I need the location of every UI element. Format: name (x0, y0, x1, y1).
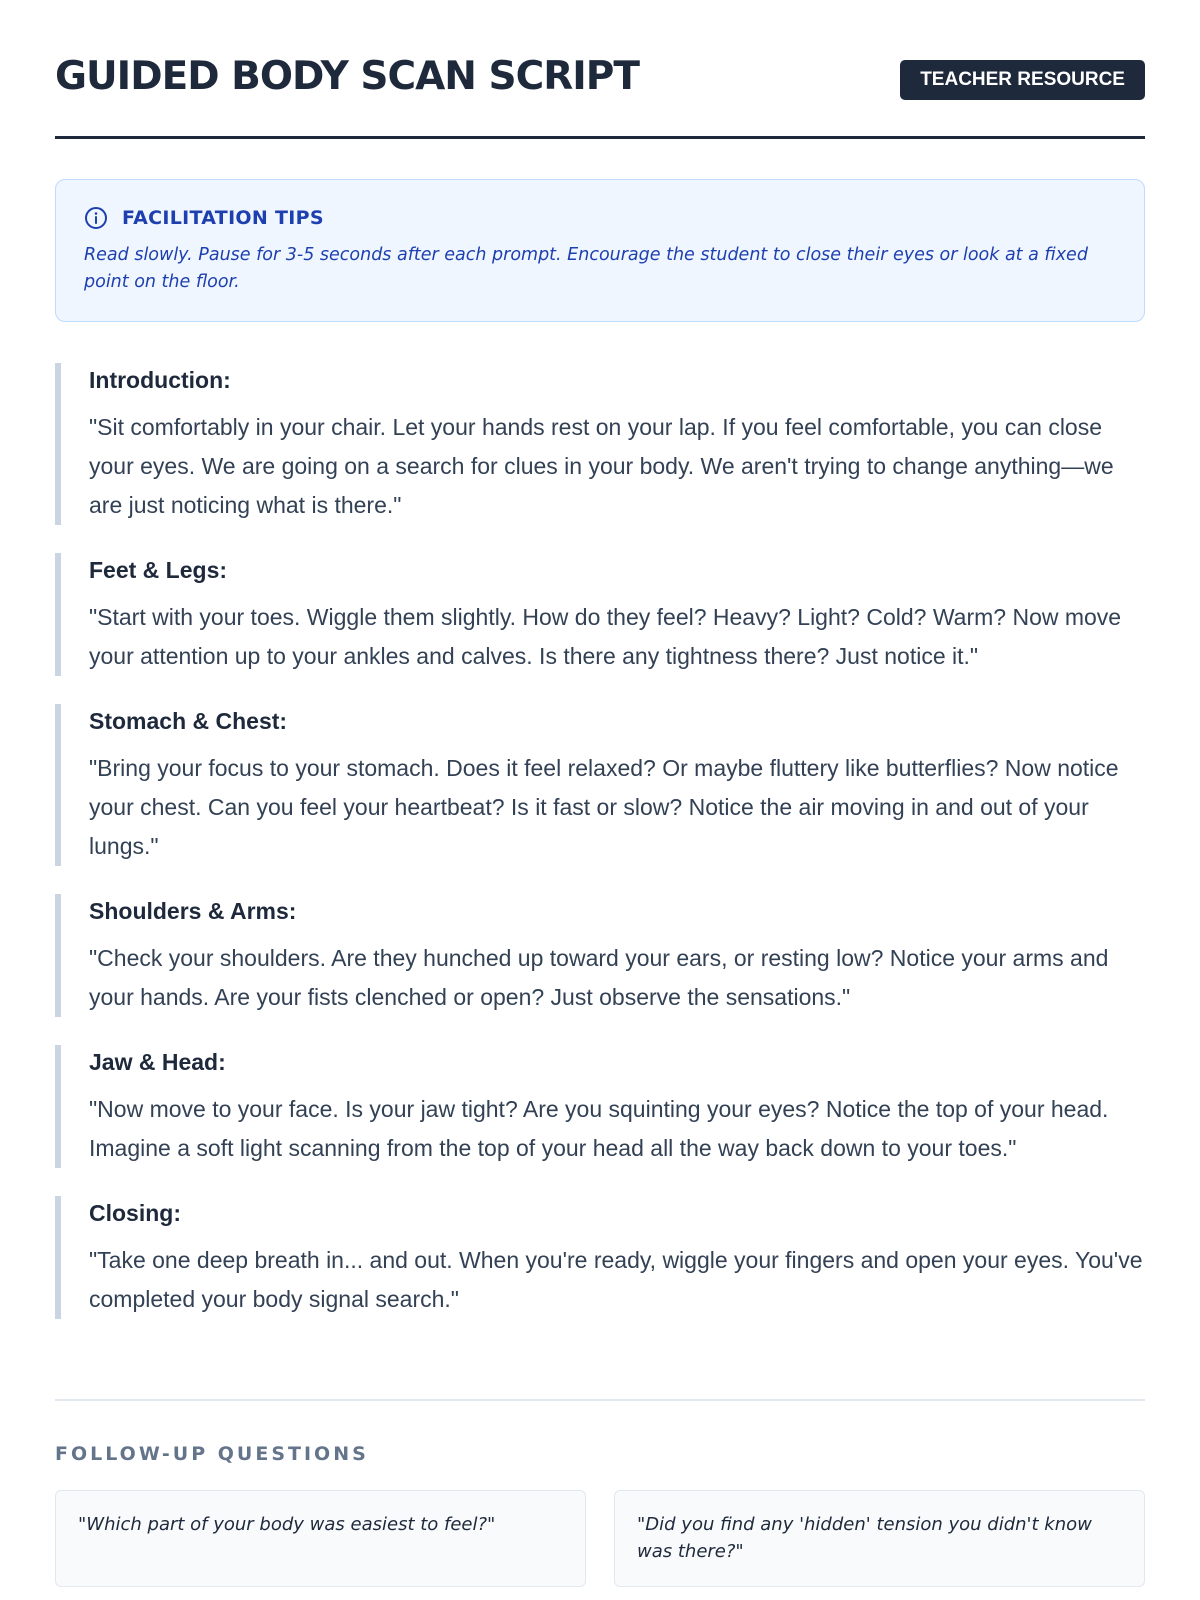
section-text: "Now move to your face. Is your jaw tight? Are you squinting your eyes? Notice the top of your head. Imagine a soft light scanning from the top of your head all the way back down to your toes." (89, 1096, 1109, 1161)
tips-text: Read slowly. Pause for 3-5 seconds after each prompt. Encourage the student to close their eyes or look at a fixed point on the floor. (84, 245, 1088, 292)
facilitation-tips-box (55, 179, 1145, 322)
section-introduction (55, 363, 1145, 525)
divider (55, 1399, 1145, 1401)
section-title: Stomach & Chest: (89, 708, 288, 734)
tips-title: FACILITATION TIPS (122, 207, 324, 229)
section-text: "Bring your focus to your stomach. Does it feel relaxed? Or maybe fluttery like butterflies? Now notice your chest. Can you feel your heartbeat? Is it fast or slow? Notice the air moving in and out of your lungs." (89, 755, 1119, 859)
info-icon (84, 206, 108, 230)
section-text: "Take one deep breath in... and out. When you're ready, wiggle your fingers and open your eyes. You've completed your body signal search." (89, 1247, 1143, 1312)
section-text: "Sit comfortably in your chair. Let your hands rest on your lap. If you feel comfortable, you can close your eyes. We are going on a search for clues in your body. We aren't trying to change anything—we are just noticing what is there." (89, 414, 1114, 518)
teacher-resource-badge: TEACHER RESOURCE (900, 60, 1145, 100)
section-title: Feet & Legs: (89, 557, 228, 583)
section-stomach-chest (55, 704, 1145, 866)
header (55, 52, 1145, 139)
follow-up-title: FOLLOW-UP QUESTIONS (55, 1443, 369, 1465)
section-jaw-head (55, 1045, 1145, 1168)
follow-up-cards (55, 1490, 1145, 1587)
section-title: Jaw & Head: (89, 1049, 226, 1075)
section-closing (55, 1196, 1145, 1319)
section-feet-legs (55, 553, 1145, 676)
section-title: Introduction: (89, 367, 231, 393)
follow-up-question-card: "Which part of your body was easiest to feel?" (55, 1490, 586, 1587)
section-title: Closing: (89, 1200, 181, 1226)
section-shoulders-arms (55, 894, 1145, 1017)
section-title: Shoulders & Arms: (89, 898, 297, 924)
section-text: "Check your shoulders. Are they hunched up toward your ears, or resting low? Notice your arms and your hands. Are your fists clenched or open? Just observe the sensations." (89, 945, 1109, 1010)
section-text: "Start with your toes. Wiggle them slightly. How do they feel? Heavy? Light? Cold? Warm? Now move your attention up to your ankles and calves. Is there any tightness there? Just notice it." (89, 604, 1122, 669)
follow-up-question-card: "Did you find any 'hidden' tension you didn't know was there?" (614, 1490, 1145, 1587)
script-sections (55, 363, 1145, 1347)
tips-header (84, 206, 1116, 230)
page-title: GUIDED BODY SCAN SCRIPT (55, 54, 639, 99)
